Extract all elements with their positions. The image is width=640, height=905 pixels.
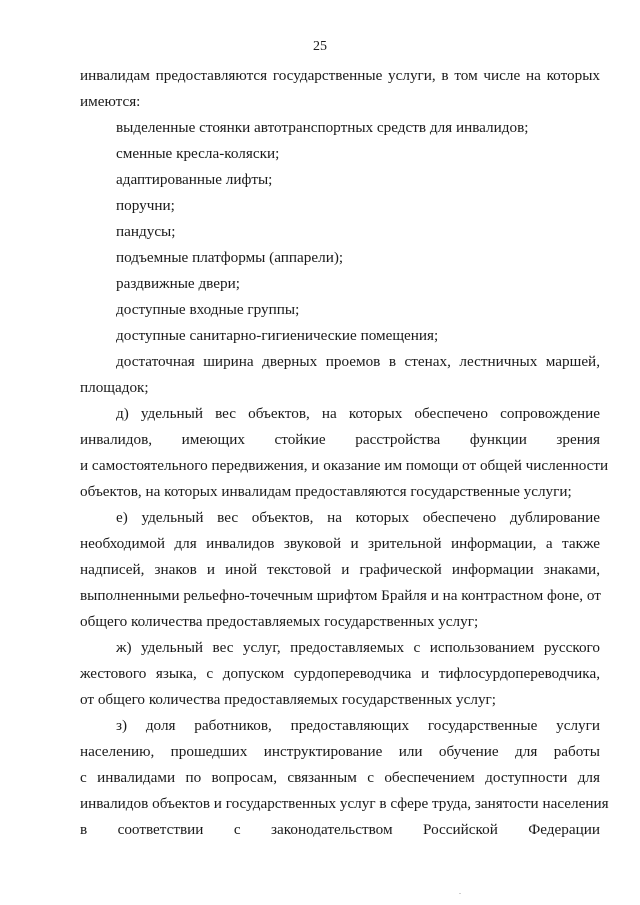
- scan-speck: [459, 893, 461, 894]
- paragraph-z-line: з) доля работников, предоставляющих государственные услуги: [116, 717, 600, 734]
- text-line: имеются:: [80, 93, 141, 110]
- list-item: достаточная ширина дверных проемов в стенах, лестничных маршей,: [116, 353, 600, 370]
- paragraph-e-line: общего количества предоставляемых государственных услуг;: [80, 613, 479, 630]
- list-item: выделенные стоянки автотранспортных средств для инвалидов;: [116, 119, 529, 136]
- list-item: пандусы;: [116, 223, 176, 240]
- paragraph-z-line: инвалидов объектов и государственных услуг в сфере труда, занятости населения: [80, 795, 609, 812]
- paragraph-zh-line: жестового языка, с допуском сурдопереводчика и тифлосурдопереводчика,: [80, 665, 600, 682]
- paragraph-d-line: д) удельный вес объектов, на которых обеспечено сопровождение: [116, 405, 600, 422]
- list-item: поручни;: [116, 197, 175, 214]
- paragraph-e-line: выполненными рельефно-точечным шрифтом Брайля и на контрастном фоне, от: [80, 587, 601, 604]
- list-item: адаптированные лифты;: [116, 171, 273, 188]
- paragraph-z-line: в соответствии с законодательством Российской Федерации: [80, 821, 600, 838]
- list-item: доступные санитарно-гигиенические помещения;: [116, 327, 439, 344]
- text-line: площадок;: [80, 379, 149, 396]
- paragraph-zh-line: ж) удельный вес услуг, предоставляемых с использованием русского: [116, 639, 600, 656]
- paragraph-d-line: объектов, на которых инвалидам предоставляются государственные услуги;: [80, 483, 572, 500]
- paragraph-e-line: надписей, знаков и иной текстовой и графической информации знаками,: [80, 561, 600, 578]
- paragraph-z-line: с инвалидами по вопросам, связанным с обеспечением доступности для: [80, 769, 600, 786]
- list-item: доступные входные группы;: [116, 301, 300, 318]
- paragraph-e-line: е) удельный вес объектов, на которых обеспечено дублирование: [116, 509, 600, 526]
- paragraph-z-line: населению, прошедших инструктирование или обучение для работы: [80, 743, 600, 760]
- list-item: сменные кресла-коляски;: [116, 145, 280, 162]
- paragraph-d-line: инвалидов, имеющих стойкие расстройства функции зрения: [80, 431, 600, 448]
- page-number: 25: [313, 39, 327, 54]
- paragraph-zh-line: от общего количества предоставляемых государственных услуг;: [80, 691, 496, 708]
- text-line: инвалидам предоставляются государственные услуги, в том числе на которых: [80, 67, 600, 84]
- list-item: раздвижные двери;: [116, 275, 240, 292]
- document-body: [80, 63, 609, 843]
- list-item: подъемные платформы (аппарели);: [116, 249, 344, 266]
- paragraph-e-line: необходимой для инвалидов звуковой и зрительной информации, а также: [80, 535, 600, 552]
- paragraph-d-line: и самостоятельного передвижения, и оказание им помощи от общей численности: [80, 457, 609, 474]
